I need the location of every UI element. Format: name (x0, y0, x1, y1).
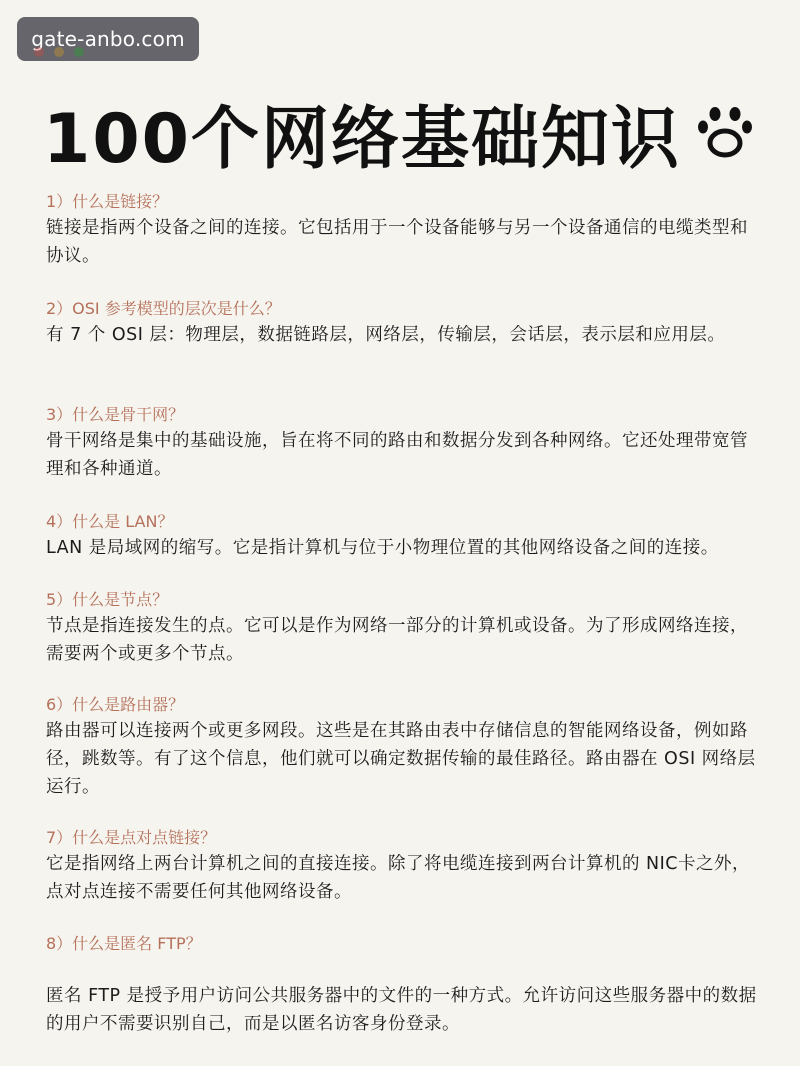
page-title: 100个网络基础知识 (43, 99, 681, 179)
qa-item (46, 588, 761, 668)
qa-item (46, 932, 761, 1038)
answer: 有 7 个 OSI 层：物理层，数据链路层，网络层，传输层，会话层，表示层和应用层。 (46, 325, 726, 345)
question: 1）什么是链接？ (46, 192, 169, 211)
red-dot-icon (34, 47, 44, 57)
qa-item (46, 826, 761, 906)
qa-item (46, 190, 761, 270)
answer: 节点是指连接发生的点。它可以是作为网络一部分的计算机或设备。为了形成网络连接，需要两个或更多个节点。 (46, 616, 748, 664)
green-dot-icon (74, 47, 84, 57)
question: 4）什么是 LAN？ (46, 512, 174, 531)
answer: LAN 是局域网的缩写。它是指计算机与位于小物理位置的其他网络设备之间的连接。 (46, 538, 719, 558)
answer: 链接是指两个设备之间的连接。它包括用于一个设备能够与另一个设备通信的电缆类型和协议。 (46, 218, 748, 266)
answer: 路由器可以连接两个或更多网段。这些是在其路由表中存储信息的智能网络设备，例如路径，跳数等。有了这个信息，他们就可以确定数据传输的最佳路径。路由器在 OSI 网络层运行。 (46, 721, 756, 797)
qa-item (46, 297, 761, 349)
question: 2）OSI 参考模型的层次是什么？ (46, 299, 281, 318)
qa-item (46, 693, 761, 801)
question: 8）什么是匿名 FTP？ (46, 934, 202, 953)
question: 7）什么是点对点链接？ (46, 828, 217, 847)
yellow-dot-icon (54, 47, 64, 57)
question: 6）什么是路由器？ (46, 695, 185, 714)
qa-item (46, 510, 761, 562)
title-row (0, 88, 800, 178)
question: 3）什么是骨干网？ (46, 405, 185, 424)
paw-icon (693, 101, 757, 165)
answer: 骨干网络是集中的基础设施，旨在将不同的路由和数据分发到各种网络。它还处理带宽管理和各种通道。 (46, 431, 748, 479)
answer: 它是指网络上两台计算机之间的直接连接。除了将电缆连接到两台计算机的 NIC卡之外，点对点连接不需要任何其他网络设备。 (46, 854, 751, 902)
watermark: gate-anbo.com (17, 17, 199, 61)
qa-item (46, 403, 761, 483)
answer: 匿名 FTP 是授予用户访问公共服务器中的文件的一种方式。允许访问这些服务器中的数据的用户不需要识别自己，而是以匿名访客身份登录。 (46, 986, 757, 1034)
question: 5）什么是节点？ (46, 590, 169, 609)
